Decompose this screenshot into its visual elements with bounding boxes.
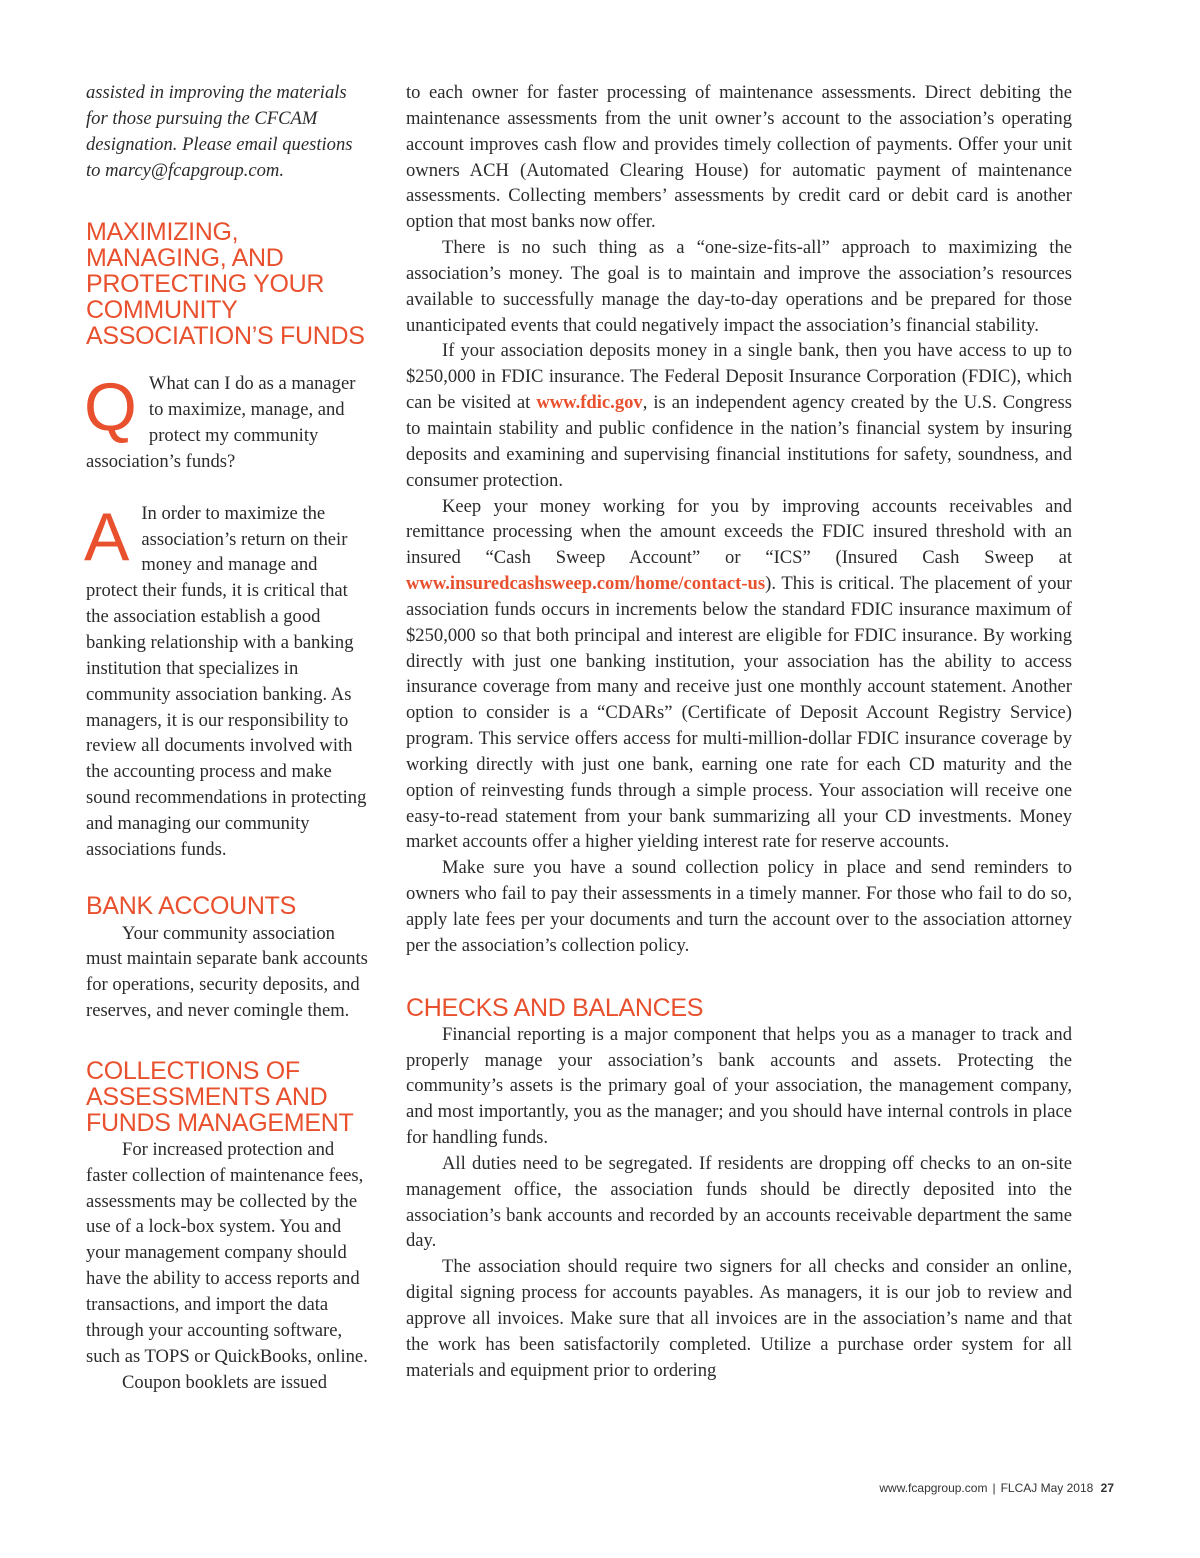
heading-checks-balances: CHECKS AND BALANCES <box>406 993 704 1022</box>
fdic-text-before: If your association deposits money in a single bank, then you have access to up to $250,000 in FDIC insurance. The Federal Deposit Insurance Corporation (FDIC), which can be visited at <box>406 340 1072 414</box>
bank-accounts-text: Your community association must maintain separate bank accounts for operations, security deposits, and reserves, and never comingle them. <box>86 922 368 1022</box>
heading-bank-accounts: BANK ACCOUNTS <box>86 891 297 920</box>
page-footer <box>879 1481 1114 1495</box>
paragraph-collection-policy: Make sure you have a sound collection policy in place and send reminders to owners who fail to pay their assessments in a timely manner. For those who fail to do so, apply late fees per your documents and turn the account over to the association attorney per the association’s collection policy. <box>406 857 1072 956</box>
question-dropcap: Q <box>84 369 137 446</box>
right-column <box>406 80 1072 1384</box>
coupon-text: Coupon booklets are issued <box>122 1371 328 1393</box>
question-text: What can I do as a manager to maximize, manage, and protect my community association’s funds? <box>86 373 356 472</box>
heading-collections: COLLECTIONS OF ASSESSMENTS AND FUNDS MANAGEMENT <box>86 1056 354 1137</box>
intro-text: assisted in improving the materials for those pursuing the CFCAM designation. Please email questions to marcy@fcapgroup.com. <box>86 82 353 181</box>
footer-website: www.fcapgroup.com <box>879 1481 988 1495</box>
answer-text: In order to maximize the association’s return on their money and manage and protect their funds, it is critical that the association establish a good banking relationship with a banking institution that specializes in community association banking. As managers, it is our responsibility to review all documents involved with the accounting process and make sound recommendations in protecting and managing our community associations funds. <box>86 502 367 860</box>
footer-separator: | <box>992 1481 996 1495</box>
paragraph-direct-debit: to each owner for faster processing of maintenance assessments. Direct debiting the maintenance assessments from the unit owner’s account to the association’s operating account improves cash flow and provides timely collection of payments. Offer your unit owners ACH (Automated Clearing House) for automatic payment of maintenance assessments. Collecting members’ assessments by credit card or debit card is another option that most banks now offer. <box>406 82 1072 233</box>
answer-block <box>84 498 368 863</box>
fdic-text-after: , is an independent agency created by the U.S. Congress to maintain stability and public confidence in the nation’s financial system by insuring deposits and examining and supervising financial institutions for safety, soundness, and consumer protection. <box>406 392 1072 491</box>
paragraph-cash-sweep <box>406 494 1072 856</box>
paragraph-two-signers: The association should require two signers for all checks and consider an online, digital signing process for accounts payables. As managers, it is our job to review and approve all invoices. Make sure that all invoices are in the association’s name and that the work has been satisfactorily completed. Utilize a purchase order system for all materials and equipment prior to ordering <box>406 1256 1072 1381</box>
page-number: 27 <box>1100 1481 1114 1495</box>
ics-link[interactable]: www.insuredcashsweep.com/home/contact-us <box>406 573 766 595</box>
question-block <box>86 371 368 474</box>
paragraph-fdic <box>406 338 1072 493</box>
left-column <box>86 80 368 1395</box>
paragraph-segregated-duties: All duties need to be segregated. If residents are dropping off checks to an on-site management office, the association funds should be directly deposited into the association’s bank accounts and recorded by an accounts receivable department the same day. <box>406 1152 1072 1252</box>
footer-date: May 2018 <box>1040 1481 1094 1495</box>
footer-publication: FLCAJ <box>1000 1481 1038 1495</box>
answer-dropcap: A <box>84 498 130 575</box>
heading-protecting-funds: MAXIMIZING, MANAGING, AND PROTECTING YOUR COMMUNITY ASSOCIATION’S FUNDS <box>86 218 365 351</box>
ics-text-before: Keep your money working for you by improving accounts receivables and remittance processing when the amount exceeds the FDIC insured threshold with an insured “Cash Sweep Account” or “ICS” (Insured Cash Sweep at <box>406 495 1072 569</box>
fdic-link[interactable]: www.fdic.gov <box>536 392 643 414</box>
ics-text-after: ). This is critical. The placement of your association funds occurs in increments below the standard FDIC insurance maximum of $250,000 so that both principal and interest are eligible for FDIC insurance. By working directly with just one banking institution, your association has the ability to access insurance coverage from many and receive just one monthly account statement. Another option to consider is a “CDARs” (Certificate of Deposit Account Registry Service) program. This service offers access for multi-million-dollar FDIC insurance coverage by working directly with just one bank, earning one rate for each CD maturity and the option of reinvesting funds through a simple process. Your association will receive one easy-to-read statement from your bank summarizing all your CD investments. Money market accounts offer a higher yielding interest rate for reserve accounts. <box>406 573 1072 853</box>
paragraph-one-size: There is no such thing as a “one-size-fits-all” approach to maximizing the association’s money. The goal is to maintain and improve the association’s resources available to successfully manage the day-to-day operations and be prepared for those unanticipated events that could negatively impact the association’s financial stability. <box>406 237 1072 336</box>
collections-text: For increased protection and faster collection of maintenance fees, assessments may be collected by the use of a lock-box system. You and your management company should have the ability to access reports and transactions, and import the data through your accounting software, such as TOPS or QuickBooks, online. <box>86 1138 368 1367</box>
paragraph-financial-reporting: Financial reporting is a major component that helps you as a manager to track and properly manage your association’s bank accounts and assets. Protecting the community’s assets is the primary goal of your association, the management company, and most importantly, you as the manager; and you should have internal controls in place for handling funds. <box>406 1023 1072 1149</box>
